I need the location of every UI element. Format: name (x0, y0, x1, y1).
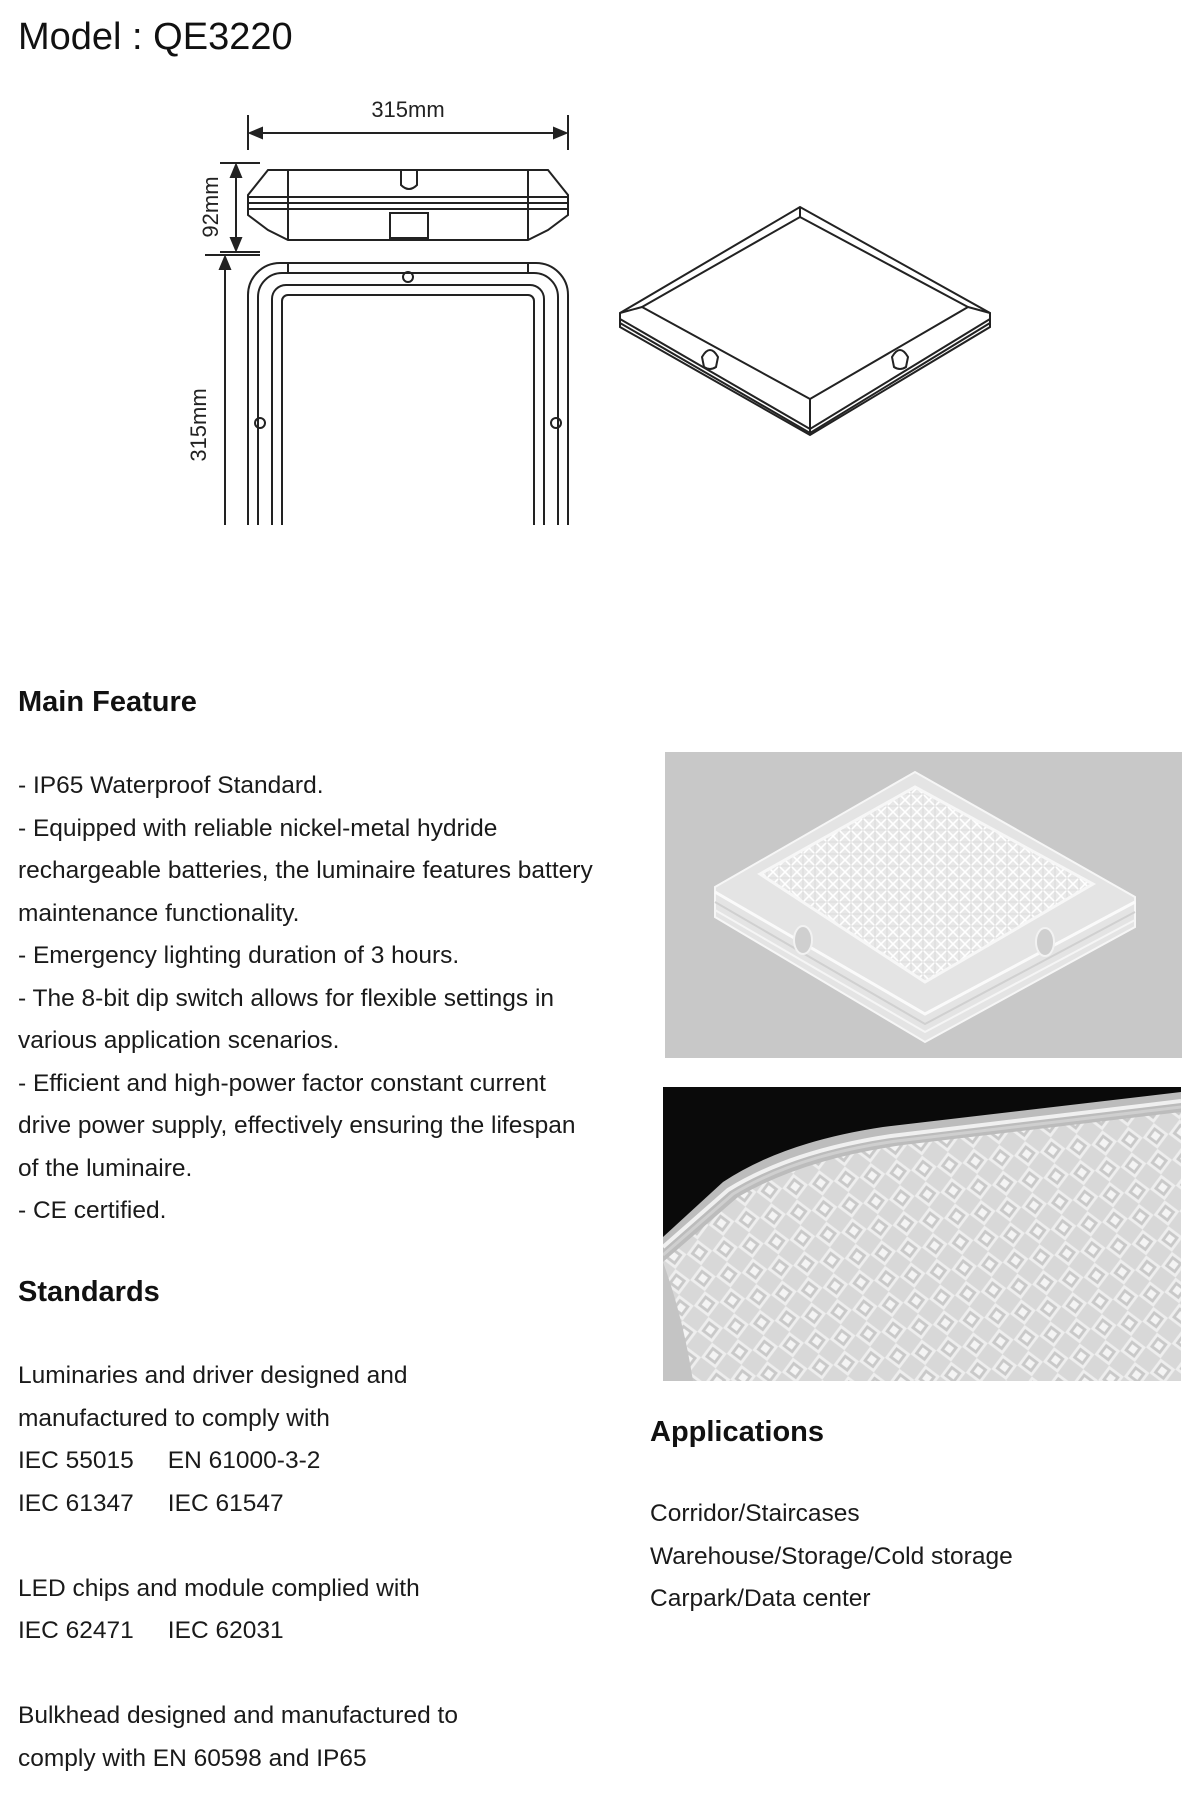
standards-text (18, 1355, 458, 1780)
feature-line: of the luminaire. (18, 1154, 193, 1182)
dimension-drawing (150, 95, 1050, 525)
standards-line: LED chips and module complied with (18, 1574, 420, 1602)
feature-line: maintenance functionality. (18, 899, 300, 927)
standards-line: IEC 61347 IEC 61547 (18, 1489, 284, 1517)
feature-line: rechargeable batteries, the luminaire features battery (18, 857, 593, 884)
feature-line: - CE certified. (18, 1197, 167, 1224)
standards-line: Luminaries and driver designed and (18, 1362, 408, 1389)
standards-line: manufactured to comply with (18, 1404, 330, 1432)
feature-line: drive power supply, effectively ensuring the lifespan (18, 1112, 576, 1139)
height-dimension-label: 92mm (198, 176, 223, 238)
applications-heading: Applications (650, 1416, 825, 1448)
feature-line: various application scenarios. (18, 1027, 340, 1054)
feature-line: - Efficient and high-power factor constant current (18, 1069, 546, 1097)
application-item: Warehouse/Storage/Cold storage (650, 1542, 1013, 1570)
main-feature-list (18, 765, 593, 1233)
application-item: Carpark/Data center (650, 1585, 871, 1612)
standards-line: Bulkhead designed and manufactured to (18, 1702, 458, 1729)
standards-line: IEC 55015 EN 61000-3-2 (18, 1447, 321, 1474)
feature-line: - IP65 Waterproof Standard. (18, 772, 324, 799)
standards-line: IEC 62471 IEC 62031 (18, 1617, 284, 1644)
standards-line: comply with EN 60598 and IP65 (18, 1744, 367, 1772)
standards-heading: Standards (18, 1276, 160, 1308)
product-photo-closeup (663, 1087, 1181, 1381)
page-title: Model : QE3220 (18, 16, 293, 58)
width-dimension-label: 315mm (371, 97, 445, 122)
applications-list (650, 1493, 1013, 1621)
feature-line: - Equipped with reliable nickel-metal hydride (18, 814, 498, 842)
application-item: Corridor/Staircases (650, 1500, 860, 1527)
feature-line: - Emergency lighting duration of 3 hours. (18, 942, 460, 969)
main-feature-heading: Main Feature (18, 686, 197, 718)
feature-line: - The 8-bit dip switch allows for flexible settings in (18, 984, 555, 1012)
product-photo-overview (665, 752, 1182, 1058)
depth-dimension-label: 315mm (186, 388, 211, 462)
